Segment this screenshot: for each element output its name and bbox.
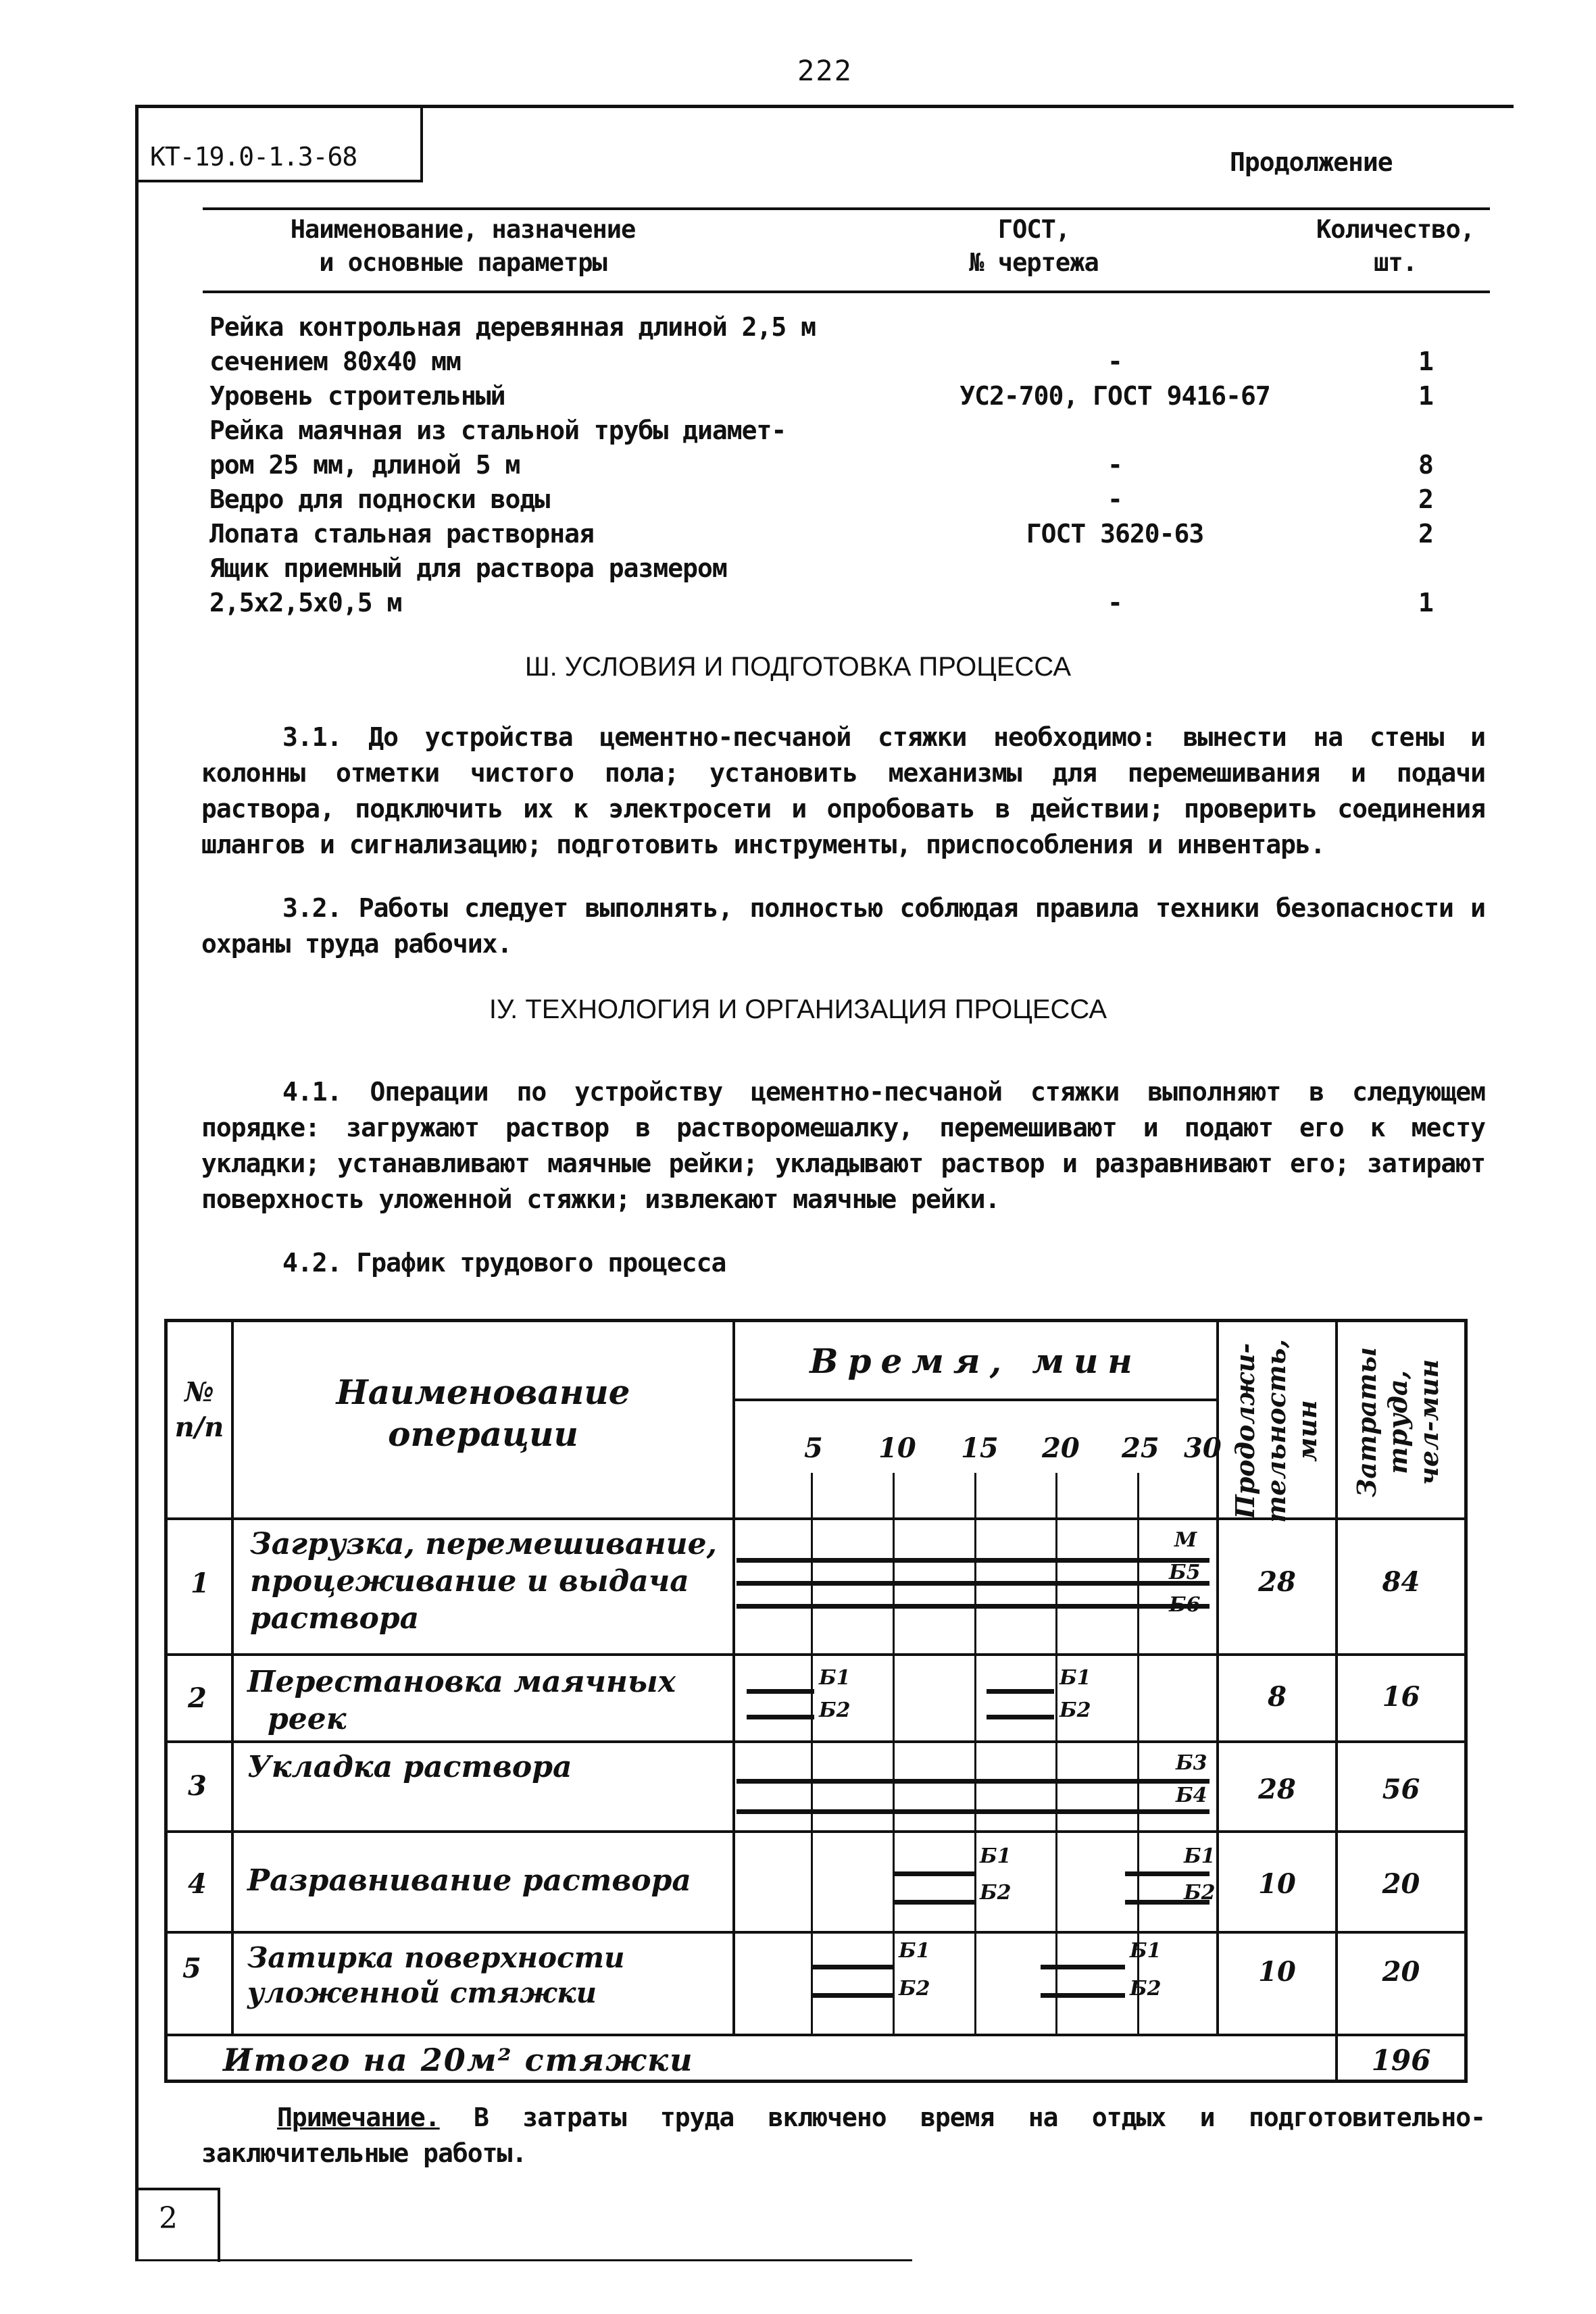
row4-label-b2b: Б2 — [1184, 1881, 1216, 1905]
row2-label-b2a: Б2 — [819, 1699, 851, 1722]
row-line-3 — [164, 1830, 1468, 1833]
col-num-line1: № — [184, 1376, 214, 1408]
row4-duration: 10 — [1258, 1868, 1296, 1900]
total-label: Итого на 20м² стяжки — [223, 2042, 694, 2078]
note-label: Примечание. — [277, 2103, 440, 2132]
eq-header-gost — [899, 213, 1169, 279]
tick-line-10 — [893, 1473, 895, 2034]
eq-qty: 1 — [1418, 588, 1433, 618]
row-line-4 — [164, 1931, 1468, 1934]
doc-code: КТ-19.0-1.3-68 — [150, 142, 357, 172]
row2-bar-b1b — [987, 1689, 1054, 1694]
sched-header-name — [234, 1372, 732, 1455]
corner-box-right — [218, 2188, 220, 2262]
row1-label-b5: Б5 — [1169, 1561, 1201, 1584]
row1-label-b6: Б6 — [1169, 1593, 1201, 1617]
row4-bar-b1a — [894, 1871, 975, 1876]
row4-name-line1: Разравнивание раствора — [247, 1863, 691, 1898]
tick-label-10: 10 — [878, 1432, 916, 1464]
eq-qty: 1 — [1418, 347, 1433, 376]
section3-p1-text: 3.1. До устройства цементно-песчаной стяжки необходимо: вынести на стены и колонны отметки чистого пола; установить механизмы для перемешивания и подачи раствора, подключить их к электросети и опробовать в действии; проверить соединения шлангов и сигнализацию; подготовить инструменты, приспособления и инвентарь. — [201, 722, 1485, 859]
col-name-line1: Наименование — [336, 1372, 630, 1412]
row5-bar-b1a — [811, 1965, 893, 1969]
corner-box-bottom — [135, 2259, 912, 2261]
row4-label-b1b: Б1 — [1184, 1844, 1216, 1868]
row4-bar-b2a — [894, 1900, 975, 1905]
row2-num: 2 — [188, 1682, 207, 1714]
row5-bar-b1b — [1041, 1965, 1125, 1969]
row3-duration: 28 — [1258, 1774, 1296, 1805]
row3-labor: 56 — [1382, 1774, 1420, 1805]
time-subheader-line — [732, 1399, 1219, 1401]
row5-name-line2: уложенной стяжки — [247, 1976, 597, 2009]
eq-header-gost-line1: ГОСТ, — [997, 215, 1070, 244]
section4-paragraph-1 — [201, 1074, 1485, 1217]
row5-name-line1: Затирка поверхности — [247, 1941, 625, 1974]
row4-labor: 20 — [1382, 1868, 1420, 1900]
eq-name: Уровень строительный — [209, 381, 505, 411]
row2-name — [247, 1663, 676, 1738]
sched-bottom — [164, 2080, 1468, 2083]
note-text: В затраты труда включено время на отдых и подготовительно-заключительные работы. — [201, 2103, 1485, 2168]
row3-name-line1: Укладка раствора — [247, 1750, 572, 1784]
corner-number: 2 — [159, 2201, 178, 2236]
header-top-rule — [135, 105, 1514, 108]
row1-label-m: М — [1174, 1528, 1197, 1552]
row5-bar-b2b — [1041, 1993, 1125, 1998]
eq-header-gost-line2: № чертежа — [969, 248, 1099, 277]
row1-bar-b6 — [737, 1604, 1210, 1609]
row5-num: 5 — [182, 1953, 201, 1984]
row4-num: 4 — [188, 1868, 207, 1900]
row3-bar-b3 — [737, 1779, 1210, 1784]
row5-bar-b2a — [811, 1993, 893, 1998]
row4-bar-b1b — [1125, 1871, 1210, 1876]
row5-label-b1a: Б1 — [899, 1939, 930, 1963]
note — [201, 2100, 1485, 2171]
row1-bar-m — [737, 1558, 1210, 1563]
section4-title: IУ. ТЕХНОЛОГИЯ И ОРГАНИЗАЦИЯ ПРОЦЕССА — [489, 995, 1107, 1024]
col-line-time-end — [1216, 1319, 1219, 2035]
eq-name: ром 25 мм, длиной 5 м — [209, 450, 520, 480]
row4-label-b2a: Б2 — [980, 1881, 1012, 1905]
section4-p1-text: 4.1. Операции по устройству цементно-песчаной стяжки выполняют в следующем порядке: загружают раствор в растворомешалку, перемешивают и подают его к месту укладки; устанавливают маячные рейки; укладывают раствор и разравнивают его; затирают поверхность уложенной стяжки; извлекают маячные рейки. — [201, 1077, 1485, 1214]
eq-name: Рейка контрольная деревянная длиной 2,5 м — [209, 312, 816, 342]
eq-name: 2,5х2,5х0,5 м — [209, 588, 402, 618]
sched-header-num — [168, 1375, 231, 1445]
section3-paragraph-1 — [201, 720, 1485, 863]
section4-p2-text: 4.2. График трудового процесса — [282, 1248, 726, 1278]
sched-right — [1464, 1319, 1468, 2083]
continuation-label: Продолжение — [1230, 147, 1393, 177]
code-box-bottom — [135, 180, 422, 182]
row5-label-b2b: Б2 — [1130, 1977, 1162, 2001]
row3-bar-b4 — [737, 1809, 1210, 1814]
tick-line-5 — [811, 1473, 813, 2034]
eq-gost: УС2-700, ГОСТ 9416-67 — [959, 381, 1270, 411]
eq-gost: - — [1107, 484, 1122, 514]
row-line-1 — [164, 1653, 1468, 1656]
row5-label-b2a: Б2 — [899, 1977, 930, 2001]
row5-labor: 20 — [1382, 1956, 1420, 1988]
corner-box-top — [135, 2188, 220, 2190]
eq-name: Ведро для подноски воды — [209, 484, 550, 514]
eq-header-name-line1: Наименование, назначение — [290, 215, 636, 244]
eq-header-name — [243, 213, 682, 279]
row2-label-b1b: Б1 — [1059, 1666, 1091, 1690]
row2-duration: 8 — [1268, 1681, 1287, 1713]
eq-header-qty-line2: шт. — [1374, 248, 1417, 277]
eq-qty: 2 — [1418, 484, 1433, 514]
eq-qty: 1 — [1418, 381, 1433, 411]
tick-label-30: 30 — [1184, 1432, 1222, 1464]
row2-bar-b2b — [987, 1715, 1054, 1719]
eq-header-qty-line1: Количество, — [1316, 215, 1475, 244]
eq-name: Лопата стальная растворная — [209, 519, 594, 549]
eq-name: сечением 80х40 мм — [209, 347, 461, 376]
eq-name: Ящик приемный для раствора размером — [209, 553, 727, 583]
row1-num: 1 — [191, 1567, 209, 1599]
tick-label-20: 20 — [1042, 1432, 1080, 1464]
eq-header-name-line2: и основные параметры — [319, 248, 607, 277]
row2-label-b1a: Б1 — [819, 1666, 851, 1690]
code-box-right — [420, 105, 423, 182]
row4-label-b1a: Б1 — [980, 1844, 1012, 1868]
row1-duration: 28 — [1258, 1566, 1296, 1598]
row2-name-line2: реек — [268, 1702, 347, 1736]
left-margin-rule — [135, 105, 139, 2260]
sched-header-duration: Продолжи- тельность, мин — [1230, 1339, 1322, 1523]
section4-paragraph-2 — [201, 1245, 1485, 1281]
eq-gost: ГОСТ 3620-63 — [1026, 519, 1204, 549]
eq-header-qty — [1284, 213, 1507, 279]
row1-name-line3: раствора — [250, 1601, 420, 1636]
section3-title: Ш. УСЛОВИЯ И ПОДГОТОВКА ПРОЦЕССА — [524, 652, 1072, 682]
section3-p2-text: 3.2. Работы следует выполнять, полностью соблюдая правила техники безопасности и охраны труда рабочих. — [201, 893, 1485, 959]
row3-label-b3: Б3 — [1176, 1751, 1207, 1775]
row2-name-line1: Перестановка маячных — [247, 1665, 676, 1699]
row2-labor: 16 — [1382, 1681, 1420, 1713]
tick-label-15: 15 — [961, 1432, 999, 1464]
tick-label-25: 25 — [1122, 1432, 1159, 1464]
row-line-2 — [164, 1740, 1468, 1743]
col-line-name — [732, 1319, 735, 2035]
tick-line-15 — [974, 1473, 976, 2034]
col-num-line2: п/п — [174, 1411, 224, 1443]
sched-header-time: Время, мин — [809, 1341, 1142, 1381]
row1-labor: 84 — [1382, 1566, 1420, 1598]
section3-paragraph-2 — [201, 890, 1485, 962]
eq-header-bottom-rule — [203, 291, 1490, 293]
row1-name — [250, 1526, 717, 1637]
row3-label-b4: Б4 — [1176, 1784, 1207, 1807]
tick-line-20 — [1055, 1473, 1057, 2034]
row2-bar-b2a — [747, 1715, 814, 1719]
eq-gost: - — [1107, 347, 1122, 376]
sched-header-labor: Затраты труда, чел-мин — [1351, 1347, 1444, 1498]
row1-name-line1: Загрузка, перемешивание, — [250, 1527, 717, 1561]
eq-gost: - — [1107, 588, 1122, 618]
row5-name — [247, 1940, 625, 2011]
row2-bar-b1a — [747, 1689, 814, 1694]
tick-label-5: 5 — [804, 1432, 823, 1464]
row1-name-line2: процеживание и выдача — [250, 1564, 689, 1599]
eq-qty: 2 — [1418, 519, 1433, 549]
sched-top — [164, 1319, 1468, 1322]
row3-num: 3 — [188, 1770, 207, 1802]
col-name-line2: операции — [388, 1414, 578, 1454]
total-value: 196 — [1371, 2044, 1431, 2077]
eq-header-top-rule — [203, 207, 1490, 210]
eq-gost: - — [1107, 450, 1122, 480]
row2-label-b2b: Б2 — [1059, 1699, 1091, 1722]
row-line-5 — [164, 2034, 1468, 2036]
row1-bar-b5 — [737, 1581, 1210, 1586]
row3-name — [247, 1750, 572, 1784]
page-number: 222 — [797, 54, 853, 87]
row5-duration: 10 — [1258, 1956, 1296, 1988]
eq-name: Рейка маячная из стальной трубы диамет- — [209, 416, 787, 445]
row4-name — [247, 1863, 691, 1898]
row5-label-b1b: Б1 — [1130, 1939, 1162, 1963]
eq-qty: 8 — [1418, 450, 1433, 480]
